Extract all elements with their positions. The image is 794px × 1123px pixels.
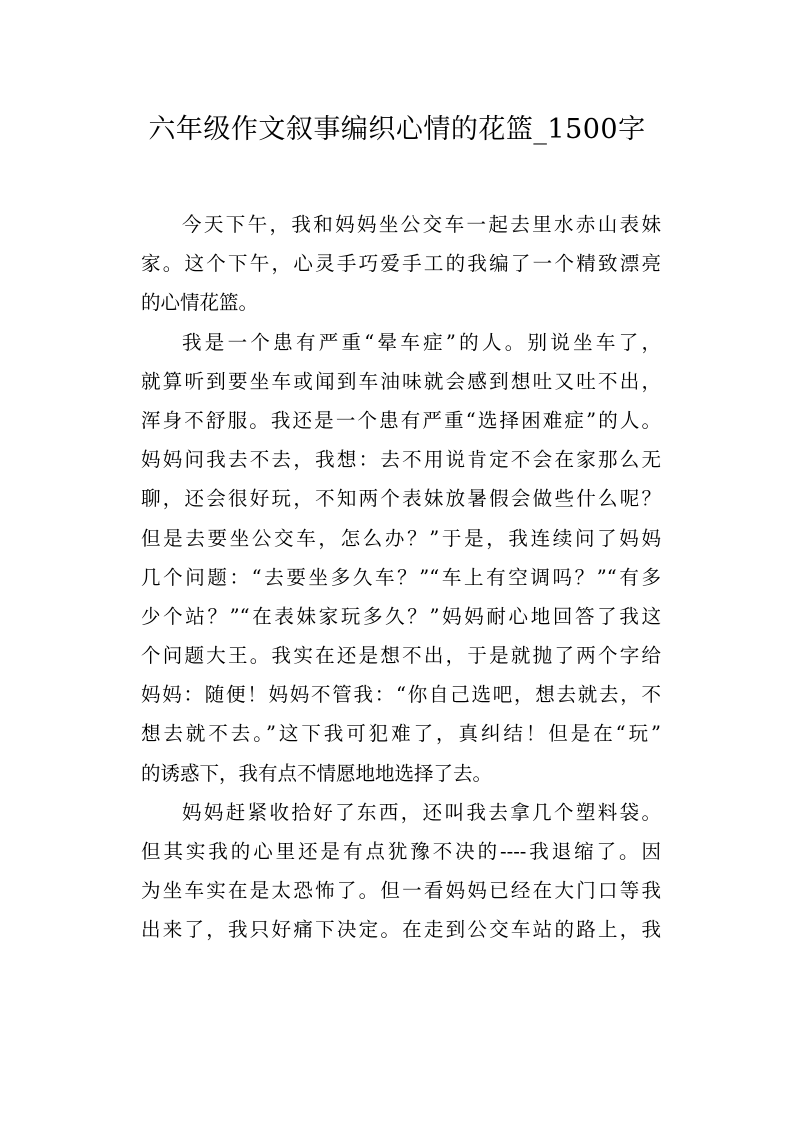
text-line: 就算听到要坐车或闻到车油味就会感到想吐又吐不出， <box>141 369 661 393</box>
text-line: 个问题大王。我实在还是想不出，于是就抛了两个字给 <box>141 644 661 668</box>
text-line: 少个站？”“在表妹家玩多久？”妈妈耐心地回答了我这 <box>141 604 661 628</box>
text-line: 家。这个下午，心灵手巧爱手工的我编了一个精致漂亮 <box>141 252 661 276</box>
text-line: 聊，还会很好玩，不知两个表妹放暑假会做些什么呢？ <box>141 487 661 511</box>
text-line: 想去就不去。”这下我可犯难了，真纠结！但是在“玩” <box>141 722 661 746</box>
document-title: 六年级作文叙事编织心情的花篮_1500字 <box>148 114 646 145</box>
text-line: 妈妈问我去不去，我想：去不用说肯定不会在家那么无 <box>141 448 661 472</box>
text-line: 但其实我的心里还是有点犹豫不决的----我退缩了。因 <box>141 840 661 863</box>
text-line: 但是去要坐公交车，怎么办？”于是，我连续问了妈妈 <box>141 526 661 550</box>
text-line: 几个问题：“去要坐多久车？”“车上有空调吗？”“有多 <box>141 565 661 589</box>
text-line: 为坐车实在是太恐怖了。但一看妈妈已经在大门口等我 <box>141 879 661 903</box>
text-line: 妈妈赶紧收拾好了东西，还叫我去拿几个塑料袋。 <box>182 800 661 824</box>
text-line: 的心情花篮。 <box>141 291 259 315</box>
text-line: 的诱惑下，我有点不情愿地地选择了去。 <box>141 761 493 785</box>
article-body <box>141 205 661 950</box>
text-line: 妈妈：随便！妈妈不管我：“你自己选吧，想去就去，不 <box>141 683 661 707</box>
text-line: 浑身不舒服。我还是一个患有严重“选择困难症”的人。 <box>141 408 661 432</box>
text-line: 今天下午，我和妈妈坐公交车一起去里水赤山表妹 <box>182 213 661 236</box>
text-line: 我是一个患有严重“晕车症”的人。别说坐车了， <box>182 330 661 354</box>
text-line: 出来了，我只好痛下决定。在走到公交车站的路上，我 <box>141 918 661 942</box>
